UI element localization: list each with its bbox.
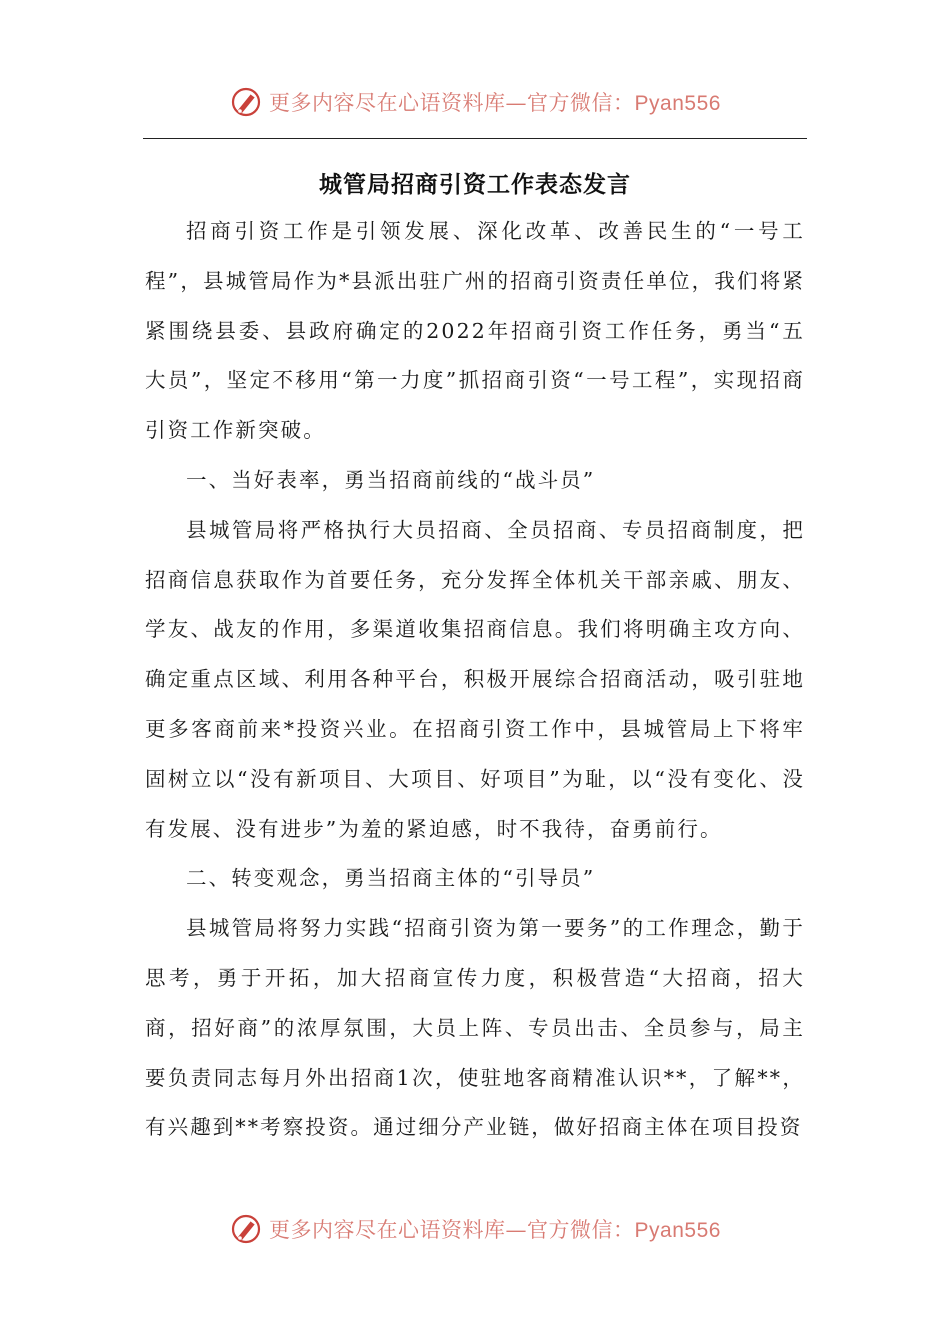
- wechat-id: Pyan556: [634, 1219, 721, 1242]
- banner-text: 更多内容尽在心语资料库—官方微信：: [269, 91, 635, 115]
- wechat-id: Pyan556: [634, 92, 721, 115]
- pen-nib-logo-icon: [229, 85, 263, 119]
- paragraph: 县城管局将严格执行大员招商、全员招商、专员招商制度，把招商信息获取作为首要任务，充分发挥全体机关干部亲戚、朋友、学友、战友的作用，多渠道收集招商信息。我们将明确主攻方向、确定重点区域、利用各种平台，积极开展综合招商活动，吸引驻地更多客商前来*投资兴业。在招商引资工作中，县城管局上下将牢固树立以“没有新项目、大项目、好项目”为耻，以“没有变化、没有发展、没有进步”为羞的紧迫感，时不我待，奋勇前行。: [145, 517, 805, 841]
- paragraph: 招商引资工作是引领发展、深化改革、改善民生的“一号工程”，县城管局作为*县派出驻广州的招商引资责任单位，我们将紧紧围绕县委、县政府确定的2022年招商引资工作任务，勇当“五大员”，坚定不移用“第一力度”抓招商引资“一号工程”，实现招商引资工作新突破。: [145, 219, 805, 443]
- section-heading: 一、当好表率，勇当招商前线的“战斗员”: [186, 467, 596, 492]
- document-title: 城管局招商引资工作表态发言: [319, 171, 631, 198]
- header-divider: [143, 138, 807, 139]
- banner-text: 更多内容尽在心语资料库—官方微信：: [269, 1218, 635, 1242]
- pen-nib-logo-icon: [229, 1212, 263, 1246]
- header-watermark-banner: [0, 82, 950, 122]
- paragraph: 县城管局将努力实践“招商引资为第一要务”的工作理念，勤于思考，勇于开拓，加大招商宣传力度，积极营造“大招商，招大商，招好商”的浓厚氛围，大员上阵、专员出击、全员参与，局主要负责同志每月外出招商1次，使驻地客商精准认识**，了解**，有兴趣到**考察投资。通过细分产业链，做好招商主体在项目投资: [145, 916, 805, 1140]
- document-body: [145, 207, 805, 1153]
- section-heading: 二、转变观念，勇当招商主体的“引导员”: [186, 866, 596, 891]
- footer-watermark-banner: [0, 1209, 950, 1249]
